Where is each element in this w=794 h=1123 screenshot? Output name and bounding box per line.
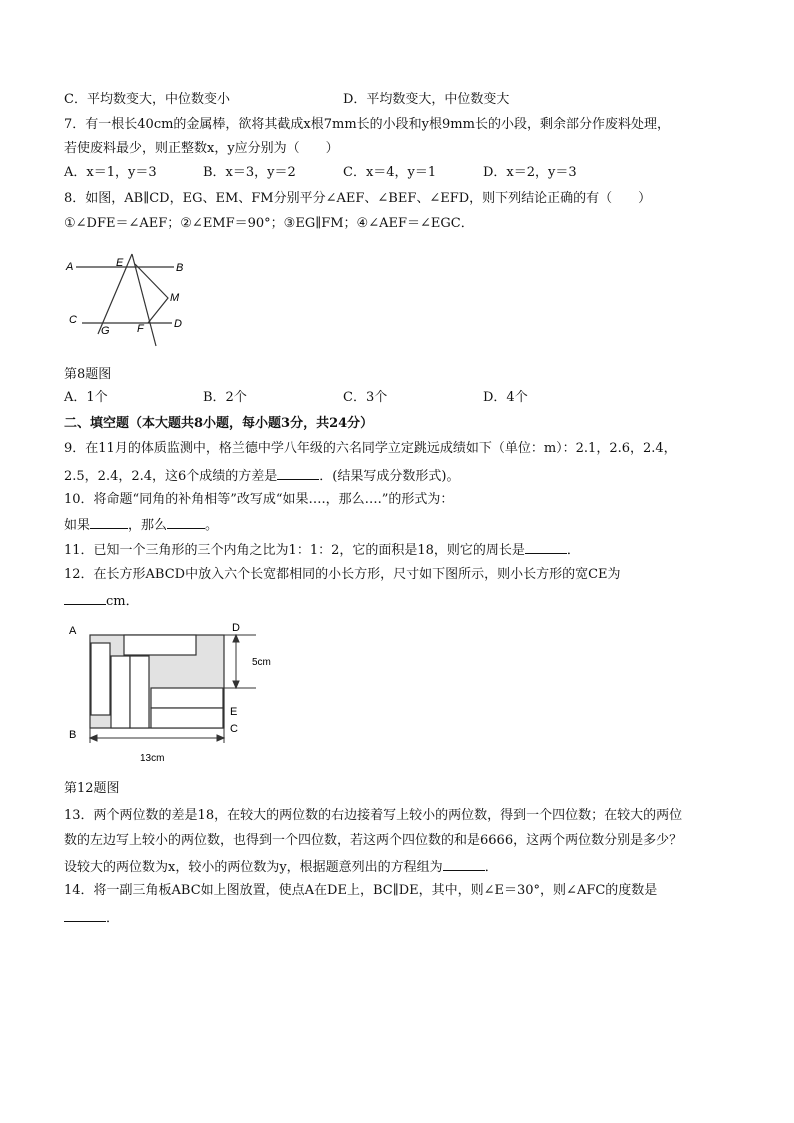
arrow-down [233, 681, 239, 688]
small-rect-3 [130, 656, 149, 728]
q12-line1: 12．在长方形ABCD中放入六个长宽都相同的小长方形，尺寸如下图所示，则小长方形的宽CE为 [64, 567, 621, 582]
q10-text-c: 。 [205, 518, 219, 533]
q14-answer-blank [64, 907, 106, 922]
label-5cm: 5cm [252, 657, 271, 668]
q13-line2: 数的左边写上较小的两位数，也得到一个四位数，若这两个四位数的和是6666，这两个两位数分别是多少？ [64, 833, 683, 848]
q11-text-a: 11．已知一个三角形的三个内角之比为1：1：2，它的面积是18，则它的周长是 [64, 543, 525, 558]
q8-option-d: D．4个 [483, 390, 528, 405]
small-rect-2 [111, 656, 130, 728]
q8-stem-line2: ①∠DFE＝∠AEF；②∠EMF＝90°；③EG∥FM；④∠AEF＝∠EGC． [64, 216, 474, 231]
label-a: A [66, 261, 74, 273]
small-rect-4 [124, 635, 196, 655]
label-e: E [116, 257, 124, 269]
q7-option-a: A．x＝1，y＝3 [64, 165, 157, 180]
q9-line2 [64, 465, 744, 487]
q13-line3 [64, 856, 744, 878]
ray-eg [98, 254, 132, 334]
q8-option-a: A．1个 [64, 390, 108, 405]
label-b: B [69, 729, 77, 741]
q12-figure [60, 615, 290, 770]
label-c: C [230, 723, 238, 735]
q10-blank-if [90, 514, 128, 529]
small-rect-6 [151, 708, 223, 728]
path-emf [135, 264, 168, 323]
q8-caption: 第8题图 [64, 367, 112, 382]
label-d: D [174, 318, 182, 330]
label-b: B [176, 262, 184, 274]
arrow-right [217, 735, 224, 741]
q12-line2 [64, 590, 744, 612]
arrow-up [233, 635, 239, 642]
transversal-ef [132, 254, 156, 346]
label-e: E [230, 706, 238, 718]
q9-text-a: 2.5，2.4，2.4，这6个成绩的方差是 [64, 469, 278, 484]
q13-line1: 13．两个两位数的差是18，在较大的两位数的右边接着写上较小的两位数，得到一个四位数；在较大的两位 [64, 808, 683, 823]
small-rect-1 [91, 643, 110, 715]
q14-line1: 14．将一副三角板ABC如上图放置，使点A在DE上，BC∥DE，其中，则∠E＝30°，则∠AFC的度数是 [64, 883, 658, 898]
label-13cm: 13cm [140, 753, 165, 764]
q10-text-a: 如果 [64, 518, 91, 533]
label-m: M [170, 292, 180, 304]
label-c: C [69, 314, 77, 326]
q8-figure [60, 248, 200, 352]
q7-stem-line2: 若使废料最少，则正整数x，y应分别为（ ） [64, 141, 339, 156]
q10-text-b: ，那么 [128, 518, 168, 533]
q7-option-d: D．x＝2，y＝3 [483, 165, 577, 180]
label-a: A [69, 625, 77, 637]
q10-line2 [64, 514, 744, 536]
small-rect-5 [151, 688, 223, 708]
label-g: G [101, 325, 110, 337]
q7-stem-line1: 7．有一根长40cm的金属棒，欲将其截成x根7mm长的小段和y根9mm长的小段，剩余部分作废料处理， [64, 117, 670, 132]
q12-answer-blank [64, 590, 106, 605]
q9-answer-blank [277, 465, 319, 480]
label-d: D [232, 622, 240, 634]
q8-option-c: C．3个 [343, 390, 388, 405]
q14-line2 [64, 907, 744, 929]
q13-text-b: ． [484, 860, 498, 875]
q8-stem-line1: 8．如图，AB∥CD，EG、EM、FM分别平分∠AEF、∠BEF、∠EFD，则下列结论正确的有（ ） [64, 191, 652, 206]
q14-text-b: ． [106, 911, 120, 926]
q10-line1: 10．将命题“同角的补角相等”改写成“如果….，那么….”的形式为： [64, 492, 454, 507]
q11-text-b: ． [566, 543, 580, 558]
q11-answer-blank [525, 539, 567, 554]
q6-option-d: D．平均数变大，中位数变大 [343, 92, 510, 107]
section-fill-in-title: 二、填空题（本大题共8小题，每小题3分，共24分） [64, 416, 374, 431]
q7-option-b: B．x＝3，y＝2 [203, 165, 296, 180]
q10-blank-then [167, 514, 205, 529]
q9-text-b: ．(结果写成分数形式)。 [319, 469, 460, 484]
label-f: F [137, 323, 144, 335]
q6-option-c: C．平均数变大，中位数变小 [64, 92, 230, 107]
q12-text-b: cm． [106, 594, 139, 609]
q13-answer-blank [443, 856, 485, 871]
q12-caption: 第12题图 [64, 781, 120, 796]
arrow-left [90, 735, 97, 741]
q7-option-c: C．x＝4，y＝1 [343, 165, 437, 180]
q11-line1 [64, 539, 744, 561]
q8-option-b: B．2个 [203, 390, 247, 405]
q13-text-a: 设较大的两位数为x，较小的两位数为y，根据题意列出的方程组为 [64, 860, 443, 875]
q9-line1: 9．在11月的体质监测中，格兰德中学八年级的六名同学立定跳远成绩如下（单位：m）：2.1，2.6，2.4， [64, 441, 677, 456]
